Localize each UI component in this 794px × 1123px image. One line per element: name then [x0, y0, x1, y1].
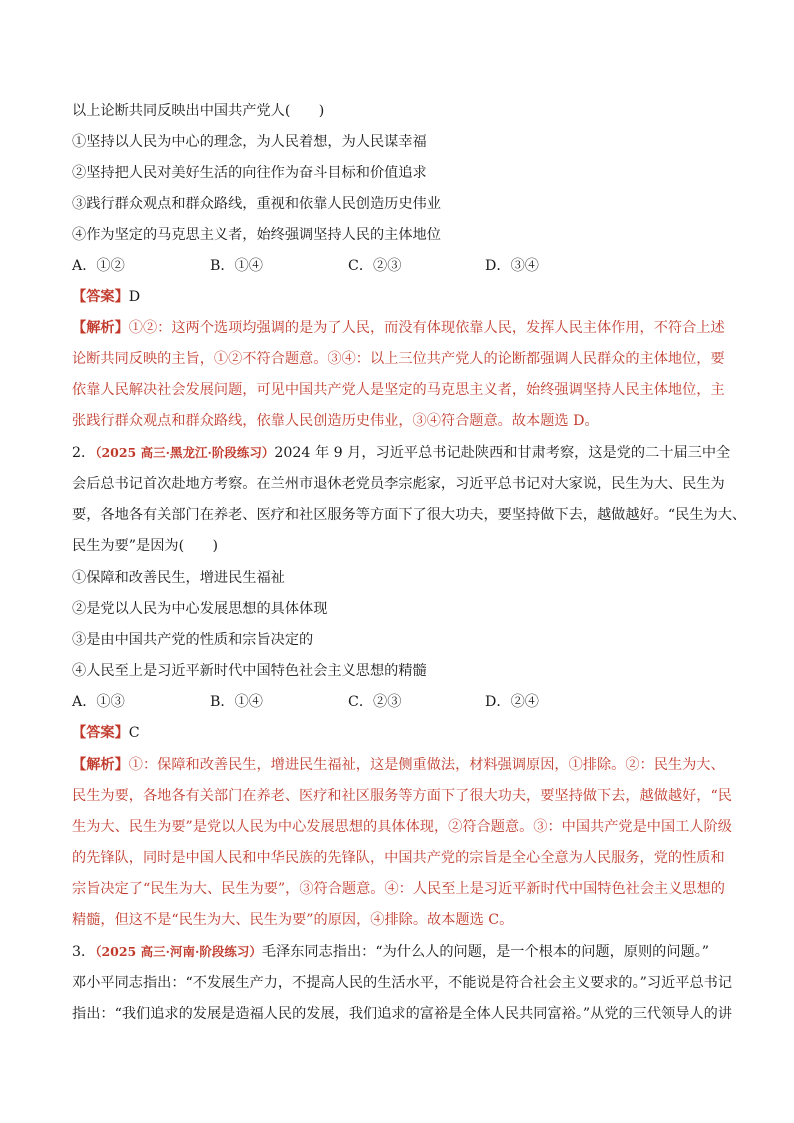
q1-option-a: A．①② — [72, 258, 125, 274]
q1-item-2: ②坚持把人民对美好生活的向往作为奋斗目标和价值追求 — [72, 165, 427, 181]
q2-item-4: ④人民至上是习近平新时代中国特色社会主义思想的精髓 — [72, 663, 427, 679]
q2-option-d: D．②④ — [485, 694, 539, 710]
q1-option-c: C．②③ — [348, 258, 402, 274]
q2-analysis-line-1 — [72, 755, 725, 775]
analysis-tag: 【解析】 — [72, 757, 129, 773]
q1-item-1: ①坚持以人民为中心的理念，为人民着想，为人民谋幸福 — [72, 134, 427, 150]
q1-item-4: ④作为坚定的马克思主义者，始终强调坚持人民的主体地位 — [72, 227, 441, 243]
q1-stem: 以上论断共同反映出中国共产党人( ) — [72, 103, 325, 119]
q1-item-3: ③践行群众观点和群众路线，重视和依靠人民创造历史伟业 — [72, 196, 441, 212]
q1-analysis-line-2: 论断共同反映的主旨，①②不符合题意。③④：以上三位共产党人的论断都强调人民群众的主体地位，要 — [72, 351, 725, 367]
q3-stem-line-3: 指出：“我们追求的发展是造福人民的发展，我们追求的富裕是全体人民共同富裕。”从党的三代领导人的讲 — [72, 1006, 733, 1022]
q2-option-c: C．②③ — [348, 694, 402, 710]
analysis-text: ①：保障和改善民生，增进民生福祉，这是侧重做法，材料强调原因，①排除。②：民生为大、 — [128, 757, 725, 773]
question-number: 2． — [72, 445, 96, 461]
q2-item-1: ①保障和改善民生，增进民生福祉 — [72, 570, 285, 586]
answer-tag: 【答案】 — [72, 725, 129, 741]
q1-analysis-line-4: 张践行群众观点和群众路线，依靠人民创造历史伟业，③④符合题意。故本题选 D。 — [72, 413, 599, 429]
q2-stem-line-1 — [72, 443, 730, 463]
question-source: （2025 高三·黑龙江·阶段练习） — [95, 445, 275, 460]
stem-text: 毛泽东同志指出：“为什么人的问题，是一个根本的问题，原则的问题。” — [261, 944, 710, 960]
q3-stem-line-1 — [72, 942, 709, 962]
q2-stem-line-3: 要，各地各有关部门在养老、医疗和社区服务等方面下了很大功夫，要坚持做下去，越做越好。“民生为大、 — [72, 507, 747, 523]
q2-analysis-line-4: 的先锋队，同时是中国人民和中华民族的先锋队，中国共产党的宗旨是全心全意为人民服务，党的性质和 — [72, 850, 725, 866]
q2-item-3: ③是由中国共产党的性质和宗旨决定的 — [72, 632, 314, 648]
answer-value: C — [128, 725, 140, 741]
q2-analysis-line-6: 精髓，但这不是“民生为大、民生为要”的原因，④排除。故本题选 C。 — [72, 912, 514, 928]
q2-answer — [72, 723, 140, 743]
analysis-text: ①②：这两个选项均强调的是为了人民，而没有体现依靠人民，发挥人民主体作用，不符合上述 — [128, 320, 725, 336]
q2-analysis-line-2: 民生为要，各地各有关部门在养老、医疗和社区服务等方面下了很大功夫，要坚持做下去，越做越好，“民 — [72, 788, 732, 804]
q3-stem-line-2: 邓小平同志指出：“不发展生产力，不提高人民的生活水平，不能说是符合社会主义要求的。”习近平总书记 — [72, 975, 733, 991]
q2-stem-line-4: 民生为要”是因为( ) — [72, 538, 219, 554]
analysis-tag: 【解析】 — [72, 320, 129, 336]
stem-text: 2024 年 9 月，习近平总书记赴陕西和甘肃考察，这是党的二十届三中全 — [274, 445, 731, 461]
q1-analysis-line-1 — [72, 318, 725, 338]
q2-option-a: A．①③ — [72, 694, 125, 710]
q2-analysis-line-5: 宗旨决定了“民生为大、民生为要”，③符合题意。④：人民至上是习近平新时代中国特色社会主义思想的 — [72, 881, 725, 897]
q1-option-d: D．③④ — [485, 258, 539, 274]
q2-stem-line-2: 会后总书记首次赴地方考察。在兰州市退休老党员李宗彪家，习近平总书记对大家说，民生为大、民生为 — [72, 476, 725, 492]
question-source: （2025 高三·河南·阶段练习） — [95, 944, 262, 959]
q2-item-2: ②是党以人民为中心发展思想的具体体现 — [72, 601, 328, 617]
question-number: 3． — [72, 944, 96, 960]
q1-analysis-line-3: 依靠人民解决社会发展问题，可见中国共产党人是坚定的马克思主义者，始终强调坚持人民主体地位，主 — [72, 382, 725, 398]
q1-option-b: B．①④ — [210, 258, 263, 274]
q1-answer — [72, 287, 140, 307]
answer-value: D — [128, 289, 141, 305]
q2-analysis-line-3: 生为大、民生为要”是党以人民为中心发展思想的具体体现，②符合题意。③：中国共产党是中国工人阶级 — [72, 819, 732, 835]
q2-option-b: B．①④ — [210, 694, 263, 710]
answer-tag: 【答案】 — [72, 289, 129, 305]
